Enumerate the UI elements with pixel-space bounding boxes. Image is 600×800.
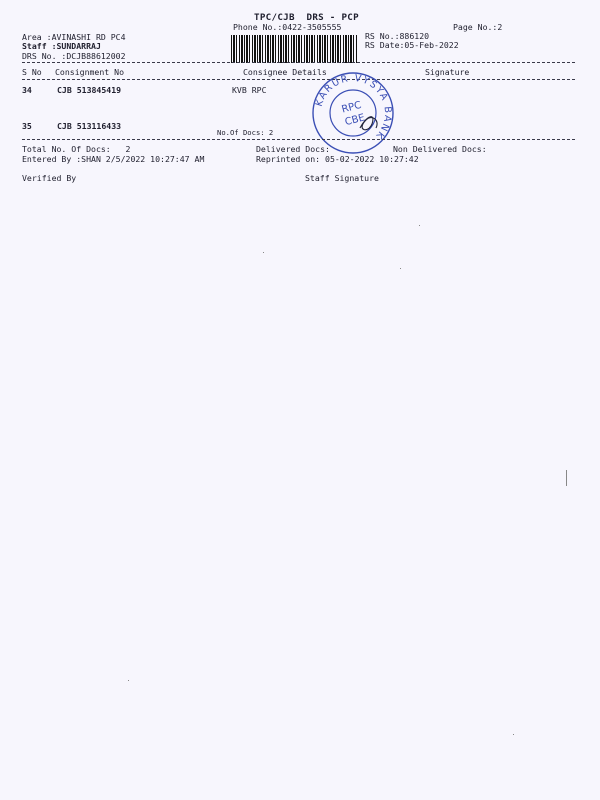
column-header-consignment: Consignment No <box>55 67 125 77</box>
reprinted-on: Reprinted on: 05-02-2022 10:27:42 <box>256 154 419 164</box>
row-sno: 35 <box>22 121 32 131</box>
staff-signature: Staff Signature <box>305 173 379 183</box>
row-consignment: CJB 513845419 <box>57 85 122 95</box>
document-title: TPC/CJB DRS - PCP <box>254 12 359 23</box>
scan-speck <box>513 734 514 735</box>
staff-field: Staff :SUNDARRAJ <box>22 41 101 51</box>
row-sno: 34 <box>22 85 32 95</box>
stamp-outer-text: KARUR VYSYA BANK <box>313 72 394 142</box>
scan-speck <box>128 680 129 681</box>
column-header-divider <box>22 79 575 80</box>
scan-speck <box>419 225 420 226</box>
stamp-inner-top: RPC <box>340 99 363 116</box>
page-number: Page No.:2 <box>453 22 503 32</box>
non-delivered-docs: Non Delivered Docs: <box>393 144 487 154</box>
column-header-consignee: Consignee Details <box>243 67 327 77</box>
barcode <box>231 35 357 63</box>
table-bottom-divider <box>22 139 575 140</box>
column-header-signature: Signature <box>425 67 470 77</box>
total-docs: Total No. Of Docs: 2 <box>22 144 131 154</box>
phone-number: Phone No.:0422-3505555 <box>233 22 342 32</box>
docs-count: No.Of Docs: 2 <box>217 128 274 137</box>
header-divider <box>22 62 575 63</box>
verified-by: Verified By <box>22 173 77 183</box>
scan-speck <box>263 252 264 253</box>
area-field: Area :AVINASHI RD PC4 <box>22 32 126 42</box>
row-consignee: KVB RPC <box>232 85 267 95</box>
rs-number: RS No.:886120 <box>365 31 430 41</box>
drs-number: DRS No. :DCJB88612002 <box>22 51 126 61</box>
scan-speck <box>566 470 567 486</box>
scan-speck <box>400 268 401 269</box>
rs-date: RS Date:05-Feb-2022 <box>365 40 459 50</box>
delivered-docs: Delivered Docs: <box>256 144 330 154</box>
entered-by: Entered By :SHAN 2/5/2022 10:27:47 AM <box>22 154 205 164</box>
column-header-sno: S No <box>22 67 42 77</box>
row-consignment: CJB 513116433 <box>57 121 122 131</box>
stamp-inner-bottom: CBE <box>343 112 367 129</box>
